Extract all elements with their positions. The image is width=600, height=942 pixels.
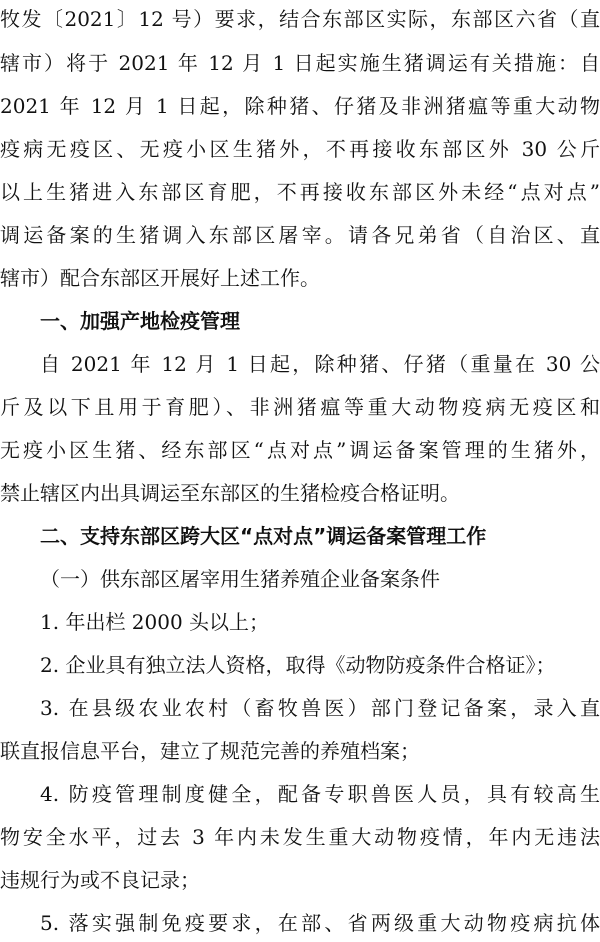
list-item-3: 3. 在县级农业农村（畜牧兽医）部门登记备案，录入直	[40, 696, 600, 720]
paragraph-line: 辖市）配合东部区开展好上述工作。	[0, 266, 320, 290]
subsection-heading: （一）供东部区屠宰用生猪养殖企业备案条件	[40, 567, 440, 591]
section-heading-2: 二、支持东部区跨大区“点对点”调运备案管理工作	[40, 524, 487, 548]
list-item-5: 5. 落实强制免疫要求，在部、省两级重大动物疫病抗体	[40, 911, 600, 935]
list-item-4: 4. 防疫管理制度健全，配备专职兽医人员，具有较高生	[40, 782, 600, 806]
paragraph-line: 无疫小区生猪、经东部区“点对点”调运备案管理的生猪外，	[0, 438, 600, 462]
paragraph-line: 斤及以下且用于育肥）、非洲猪瘟等重大动物疫病无疫区和	[0, 395, 600, 419]
paragraph-line: 辖市）将于 2021 年 12 月 1 日起实施生猪调运有关措施：自	[0, 51, 600, 75]
paragraph-line: 2021 年 12 月 1 日起，除种猪、仔猪及非洲猪瘟等重大动物	[0, 94, 600, 118]
paragraph-line: 禁止辖区内出具调运至东部区的生猪检疫合格证明。	[0, 481, 460, 505]
list-item-4-cont: 违规行为或不良记录；	[0, 868, 200, 892]
paragraph-line: 牧发〔2021〕12 号）要求，结合东部区实际，东部区六省（直	[0, 7, 600, 31]
list-item-3-cont: 联直报信息平台，建立了规范完善的养殖档案；	[0, 739, 420, 763]
paragraph-line: 以上生猪进入东部区育肥，不再接收东部区外未经“点对点”	[0, 180, 600, 204]
paragraph-line: 自 2021 年 12 月 1 日起，除种猪、仔猪（重量在 30 公	[40, 352, 600, 376]
paragraph-line: 调运备案的生猪调入东部区屠宰。请各兄弟省（自治区、直	[0, 223, 600, 247]
section-heading-1: 一、加强产地检疫管理	[40, 309, 240, 333]
list-item-1: 1. 年出栏 2000 头以上；	[40, 610, 270, 634]
list-item-4-cont: 物安全水平，过去 3 年内未发生重大动物疫情，年内无违法	[0, 825, 600, 849]
list-item-2: 2. 企业具有独立法人资格，取得《动物防疫条件合格证》；	[40, 653, 556, 677]
paragraph-line: 疫病无疫区、无疫小区生猪外，不再接收东部区外 30 公斤	[0, 137, 600, 161]
